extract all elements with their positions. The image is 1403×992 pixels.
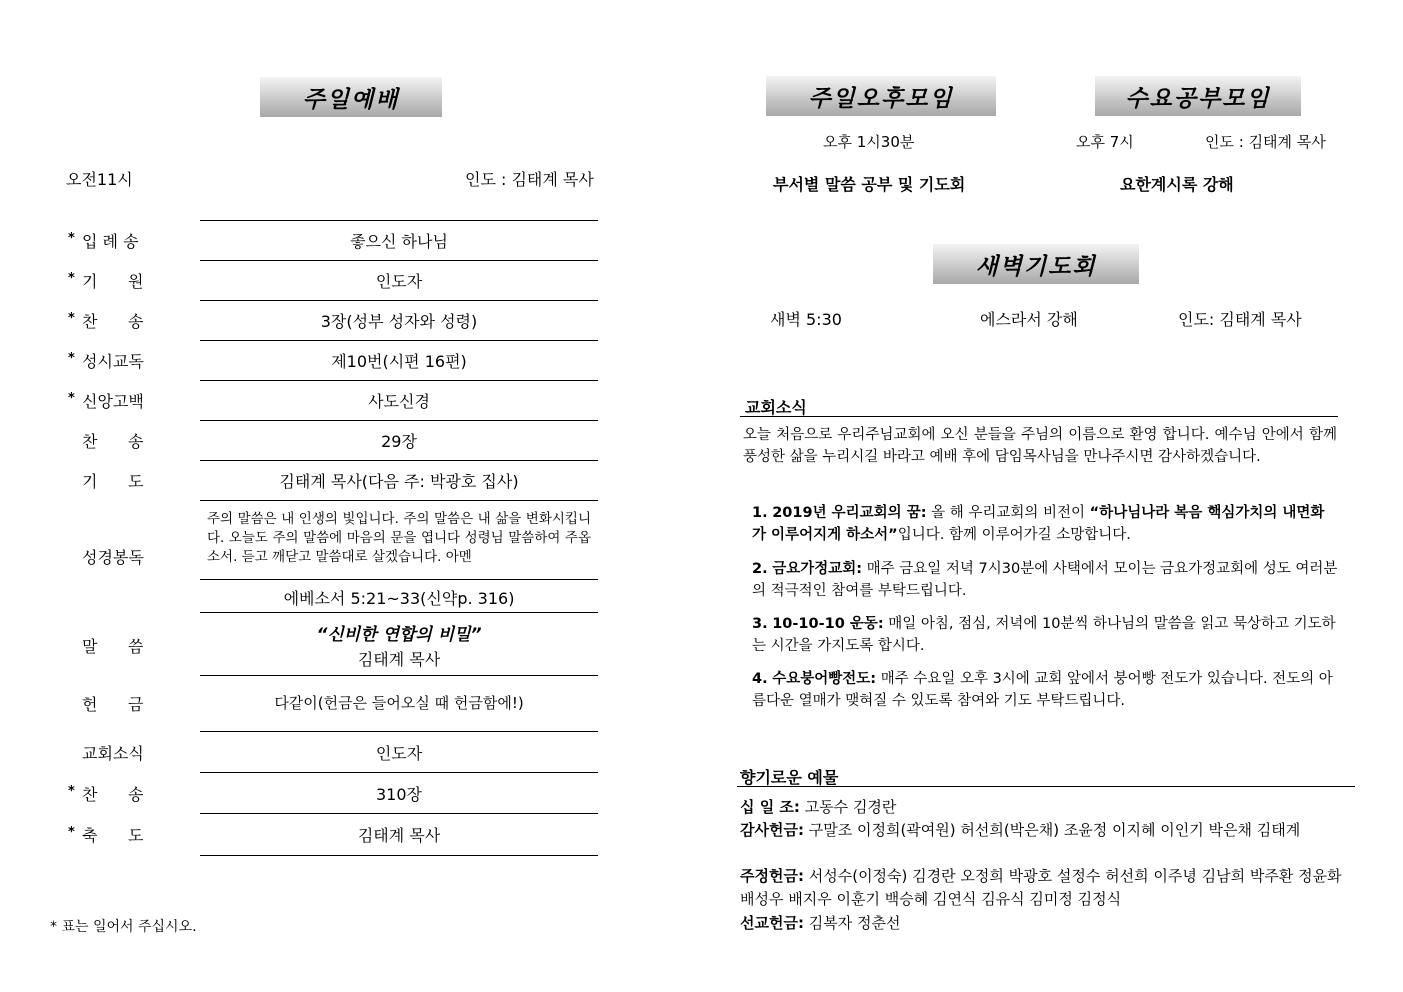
afternoon-time: 오후 1시30분 [823, 133, 915, 151]
dawn-desc: 에스라서 강해 [980, 310, 1078, 329]
worship-leader: 인도 : 김태계 목사 [465, 170, 594, 189]
order-value: 인도자 [375, 272, 423, 291]
offering-names: 고동수 김경란 [804, 798, 897, 816]
sunday-worship-banner: 주일예배 [260, 77, 442, 117]
offering-label: 감사헌금: [740, 821, 804, 839]
stand-marker: * [68, 231, 75, 246]
order-rule [200, 731, 598, 732]
order-value: 김태계 목사 [357, 826, 441, 845]
news-item-2 [752, 558, 1338, 602]
stand-marker: * [68, 311, 75, 326]
news-item-heading: 10-10-10 운동: [772, 616, 884, 632]
offerings-title: 향기로운 예물 [740, 768, 839, 787]
news-item-text: 매일 아침, 점심, 저녁에 10분씩 하나님의 말씀을 읽고 묵상하고 기도하는 시간을 가지도록 합시다. [752, 616, 1336, 654]
order-label: 헌 금 [82, 695, 144, 714]
order-rule [200, 855, 598, 856]
news-item-number: 1. [752, 505, 768, 521]
order-rule [200, 420, 598, 421]
offering-row [740, 796, 896, 819]
order-rule [200, 500, 598, 501]
order-value: 사도신경 [368, 392, 430, 411]
wednesday-desc: 요한계시록 강해 [1120, 175, 1234, 194]
order-rule [200, 220, 598, 221]
news-item-text: 올 해 우리교회의 비전이 [931, 505, 1086, 521]
offering-label: 십 일 조: [740, 798, 800, 816]
order-value: 310장 [376, 785, 422, 804]
offering-row [740, 912, 900, 935]
offering-names: 서성수(이정숙) 김경란 오정희 박광호 설정수 허선희 이주녕 김남희 박주환 정윤화 배성우 배지우 이훈기 백승혜 김연식 김유식 김미정 김정식 [740, 867, 1342, 908]
order-rule [200, 300, 598, 301]
news-item-heading: 2019년 우리교회의 꿈: [772, 505, 927, 521]
order-label: 입 례 송 [82, 232, 139, 251]
news-item-text: 매주 수요일 오후 3시에 교회 앞에서 붕어빵 전도가 있습니다. 전도의 아름다운 열매가 맺혀질 수 있도록 참여와 기도 부탁드립니다. [752, 671, 1333, 709]
order-label: 신앙고백 [82, 392, 144, 411]
order-label: 찬 송 [82, 312, 144, 331]
news-item-text: 입니다. 함께 이루어가길 소망합니다. [897, 527, 1131, 543]
news-item-number: 2. [752, 561, 768, 577]
stand-marker: * [68, 825, 75, 840]
sermon-title: “신비한 연합의 비밀” [316, 625, 482, 645]
order-value: 다같이(헌금은 들어오실 때 헌금함에!) [274, 694, 524, 712]
order-rule [200, 612, 598, 613]
stand-marker: * [68, 784, 75, 799]
order-rule [200, 380, 598, 381]
news-item-heading: 금요가정교회: [772, 561, 863, 577]
news-item-emphasis: “하나님나라 복음 핵심가치의 내면화가 이루어지게 하소서” [752, 505, 1325, 543]
dawn-time: 새벽 5:30 [770, 310, 842, 329]
order-rule [200, 340, 598, 341]
news-item-number: 4. [752, 671, 768, 687]
news-item-number: 3. [752, 616, 768, 632]
order-value: 좋으신 하나님 [350, 232, 448, 251]
order-label: 축 도 [82, 826, 144, 845]
sunday-afternoon-banner: 주일오후모임 [766, 76, 996, 116]
offering-names: 김복자 정춘선 [808, 914, 901, 932]
news-item-heading: 수요붕어빵전도: [772, 671, 877, 687]
order-label: 말 씀 [82, 637, 144, 656]
news-item-3 [752, 613, 1338, 657]
order-label: 성경봉독 [82, 548, 144, 567]
order-label: 찬 송 [82, 785, 144, 804]
scripture-prayer: 주의 말씀은 내 인생의 빛입니다. 주의 말씀은 내 삶을 변화시킵니다. 오늘도 주의 말씀에 마음의 문을 엽니다 성령님 말씀하여 주옵소서. 듣고 깨닫고 말씀대로 살겠습니다. 아멘 [207, 511, 591, 565]
news-rule [740, 416, 1338, 417]
order-value: 인도자 [375, 744, 423, 763]
order-rule [200, 675, 598, 676]
sermon-preacher: 김태계 목사 [357, 650, 441, 669]
order-rule [200, 772, 598, 773]
worship-time: 오전11시 [66, 170, 133, 189]
order-value: 김태계 목사(다음 주: 박광호 집사) [279, 472, 519, 491]
wednesday-leader: 인도 : 김태계 목사 [1205, 133, 1326, 151]
order-value: 29장 [381, 432, 417, 451]
news-item-4 [752, 668, 1338, 712]
wednesday-time: 오후 7시 [1076, 133, 1134, 151]
scripture-passage: 에베소서 5:21~33(신약p. 316) [283, 589, 515, 608]
order-label: 교회소식 [82, 744, 144, 763]
offerings-rule [737, 786, 1355, 787]
order-label: 기 도 [82, 472, 144, 491]
offering-names: 구말조 이정희(곽여원) 허선희(박은채) 조윤정 이지혜 이인기 박은채 김태계 [808, 821, 1301, 839]
news-item-1 [752, 502, 1338, 546]
stand-marker: * [68, 391, 75, 406]
order-label: 성시교독 [82, 352, 144, 371]
news-intro: 오늘 처음으로 우리주님교회에 오신 분들을 주님의 이름으로 환영 합니다. 예수님 안에서 함께 풍성한 삶을 누리시길 바라고 예배 후에 담임목사님을 만나주시면 감사하겠습니다. [743, 427, 1337, 465]
offering-label: 주정헌금: [740, 867, 804, 885]
offering-label: 선교헌금: [740, 914, 804, 932]
dawn-prayer-banner: 새벽기도회 [933, 244, 1139, 284]
news-item-text: 매주 금요일 저녁 7시30분에 사택에서 모이는 금요가정교회에 성도 여러분의 적극적인 참여를 부탁드립니다. [752, 561, 1338, 599]
order-rule [200, 813, 598, 814]
order-rule [200, 460, 598, 461]
church-news-title: 교회소식 [745, 398, 807, 417]
afternoon-desc: 부서별 말씀 공부 및 기도회 [773, 175, 966, 194]
order-label: 기 원 [82, 272, 144, 291]
stand-marker: * [68, 271, 75, 286]
order-value: 제10번(시편 16편) [331, 352, 467, 371]
wednesday-study-banner: 수요공부모임 [1095, 76, 1301, 116]
order-value: 3장(성부 성자와 성령) [320, 312, 478, 331]
order-label: 찬 송 [82, 432, 144, 451]
stand-marker: * [68, 351, 75, 366]
dawn-leader: 인도: 김태계 목사 [1178, 310, 1302, 329]
offering-row [740, 819, 1346, 842]
order-rule [200, 260, 598, 261]
standing-footnote: * 표는 일어서 주십시오. [50, 919, 197, 935]
offering-row [740, 865, 1346, 911]
order-rule [200, 579, 598, 580]
